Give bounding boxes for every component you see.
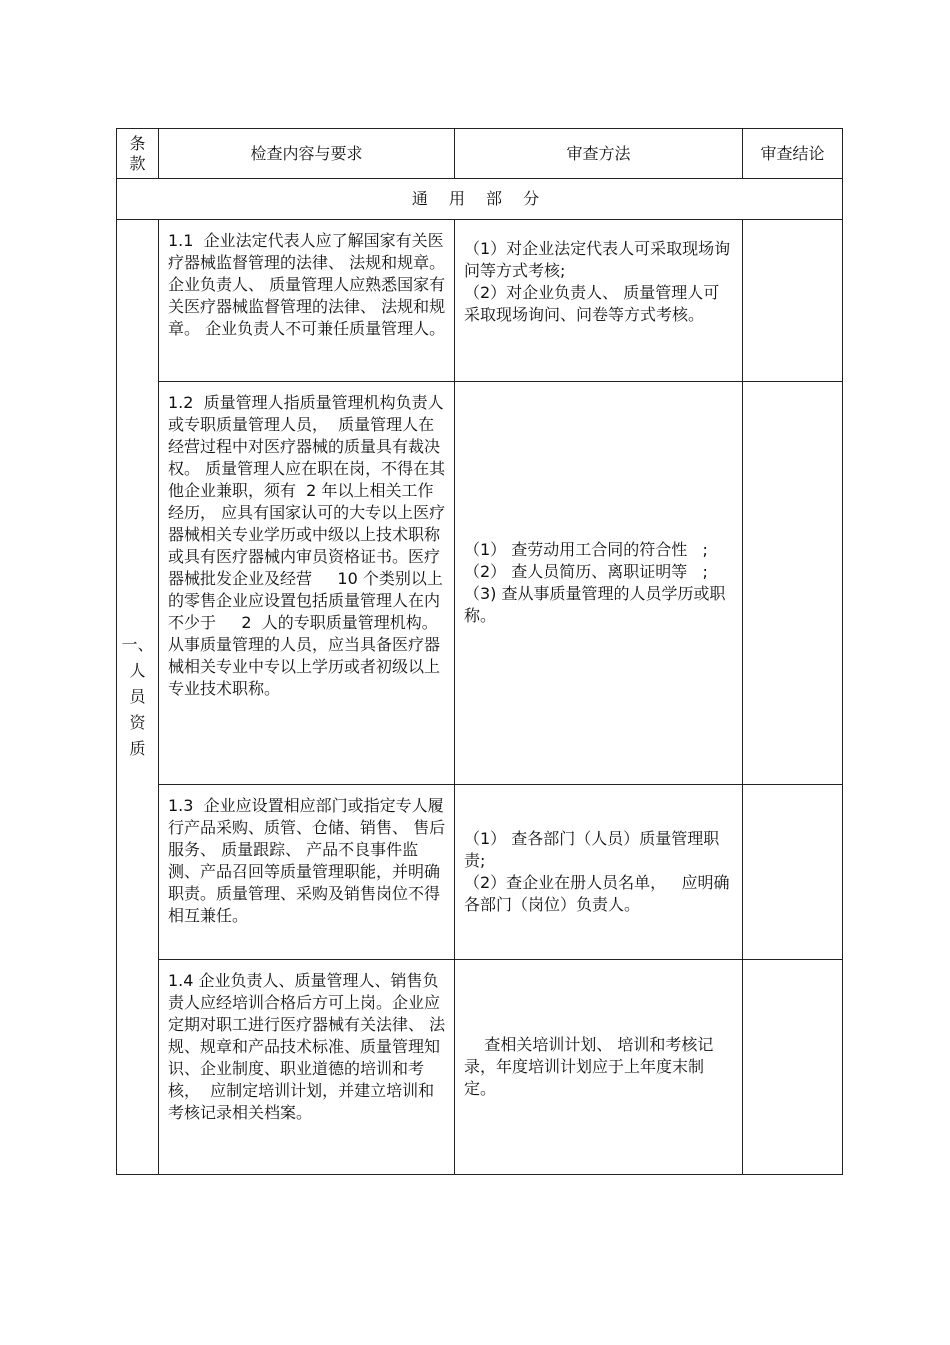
requirement-cell: 1.2 质量管理人指质量管理机构负责人或专职质量管理人员， 质量管理人在经营过程中对医疗器械的质量具有裁决权。 质量管理人应在职在岗，不得在其他企业兼职，须有 2 年以上相关工作经历， 应具有国家认可的大专以上医疗器械相关专业学历或中级以上技术职称或具有医疗器械内审员资格证书。医疗器械批发企业及经营 10 个类别以上的零售企业应设置包括质量管理人在内不少于 2 人的专职质量管理机构。 从事质量管理的人员，应当具备医疗器械相关专业中专以上学历或者初级以上专业技术职称。 xyxy=(159,382,455,785)
requirement-cell: 1.1 企业法定代表人应了解国家有关医疗器械监督管理的法律、 法规和规章。企业负责人、 质量管理人应熟悉国家有关医疗器械监督管理的法律、 法规和规章。 企业负责人不可兼任质量管理人。 xyxy=(159,220,455,382)
section-title: 通 用 部 分 xyxy=(117,179,843,220)
table-row xyxy=(117,960,843,1175)
header-conclusion: 审查结论 xyxy=(743,129,843,179)
conclusion-cell xyxy=(743,382,843,785)
requirement-cell: 1.3 企业应设置相应部门或指定专人履行产品采购、质管、仓储、销售、 售后服务、 质量跟踪、 产品不良事件监测、产品召回等质量管理职能，并明确职责。质量管理、采购及销售岗位不得相互兼任。 xyxy=(159,785,455,960)
table-row xyxy=(117,785,843,960)
inspection-table xyxy=(116,128,843,1175)
table-row xyxy=(117,220,843,382)
conclusion-cell xyxy=(743,220,843,382)
conclusion-cell xyxy=(743,785,843,960)
method-cell: （1） 查劳动用工合同的符合性 ; （2） 查人员简历、离职证明等 ; （3) 查从事质量管理的人员学历或职称。 xyxy=(455,382,743,785)
requirement-cell: 1.4 企业负责人、质量管理人、销售负责人应经培训合格后方可上岗。企业应定期对职工进行医疗器械有关法律、 法规、规章和产品技术标准、质量管理知识、企业制度、职业道德的培训和考核， 应制定培训计划，并建立培训和考核记录相关档案。 xyxy=(159,960,455,1175)
conclusion-cell xyxy=(743,960,843,1175)
header-clause: 条 款 xyxy=(117,129,159,179)
header-requirements: 检查内容与要求 xyxy=(159,129,455,179)
section-row xyxy=(117,179,843,220)
method-cell: （1）对企业法定代表人可采取现场询问等方式考核; （2）对企业负责人、 质量管理人可采取现场询问、问卷等方式考核。 xyxy=(455,220,743,382)
category-cell: 一、 人 员 资 质 xyxy=(117,220,159,1175)
method-cell: 查相关培训计划、 培训和考核记录，年度培训计划应于上年度末制定。 xyxy=(455,960,743,1175)
table-header-row xyxy=(117,129,843,179)
table-row xyxy=(117,382,843,785)
method-cell: （1） 查各部门（人员）质量管理职责; （2）查企业在册人员名单， 应明确各部门（岗位）负责人。 xyxy=(455,785,743,960)
header-method: 审查方法 xyxy=(455,129,743,179)
